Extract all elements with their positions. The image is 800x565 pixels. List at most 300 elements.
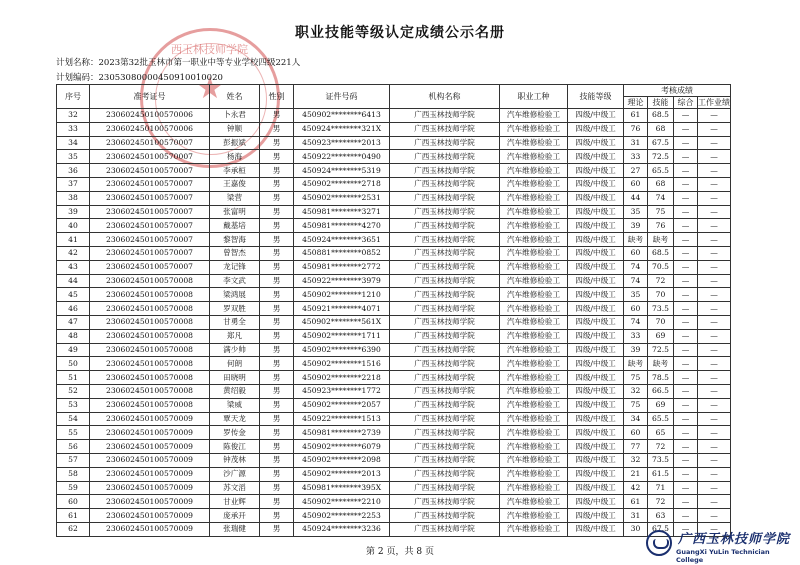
cell-trade: 汽车维修检验工: [500, 426, 568, 440]
cell-trade: 汽车维修检验工: [500, 205, 568, 219]
header-overall: 综合: [674, 97, 698, 109]
cell-skill: 66.5: [648, 384, 674, 398]
cell-skill: 67.5: [648, 136, 674, 150]
cell-trade: 汽车维修检验工: [500, 302, 568, 316]
table-row: [57, 274, 731, 288]
cell-work: —: [698, 371, 731, 385]
header-level: 技能等级: [568, 85, 624, 109]
cell-ticket: 230602450100570008: [90, 288, 210, 302]
cell-gender: 男: [260, 329, 294, 343]
cell-seq: 39: [57, 205, 90, 219]
cell-id: 450902********2531: [294, 191, 390, 205]
cell-gender: 男: [260, 315, 294, 329]
cell-ticket: 230602450100570008: [90, 302, 210, 316]
cell-overall: —: [674, 302, 698, 316]
cell-id: 450902********2098: [294, 453, 390, 467]
cell-trade: 汽车维修检验工: [500, 329, 568, 343]
header-work: 工作业绩: [698, 97, 730, 107]
table-row: [57, 343, 731, 357]
cell-work: —: [698, 246, 731, 260]
table-row: [57, 495, 731, 509]
cell-skill: 78.5: [648, 371, 674, 385]
cell-id: 450924********3651: [294, 233, 390, 247]
cell-level: 四级/中级工: [568, 509, 624, 523]
cell-level: 四级/中级工: [568, 274, 624, 288]
cell-name: 钟茂林: [210, 453, 260, 467]
cell-ticket: 230602450100570007: [90, 246, 210, 260]
cell-overall: —: [674, 453, 698, 467]
cell-skill: 72: [648, 495, 674, 509]
cell-name: 罗传金: [210, 426, 260, 440]
cell-skill: 61.5: [648, 467, 674, 481]
cell-org: 广西玉林技师学院: [390, 453, 500, 467]
cell-level: 四级/中级工: [568, 495, 624, 509]
cell-ticket: 230602450100570007: [90, 150, 210, 164]
cell-gender: 男: [260, 426, 294, 440]
cell-name: 彭振斌: [210, 136, 260, 150]
cell-gender: 男: [260, 412, 294, 426]
cell-theory: 30: [624, 522, 648, 536]
cell-trade: 汽车维修检验工: [500, 219, 568, 233]
cell-name: 郑凡: [210, 329, 260, 343]
cell-name: 黄绍毅: [210, 384, 260, 398]
table-row: [57, 246, 731, 260]
cell-work: —: [698, 164, 731, 178]
plan-name-value: 2023第32批玉林市第一职业中等专业学校四级221人: [98, 58, 301, 68]
cell-theory: 缺考: [624, 357, 648, 371]
cell-trade: 汽车维修检验工: [500, 150, 568, 164]
cell-trade: 汽车维修检验工: [500, 136, 568, 150]
cell-theory: 74: [624, 315, 648, 329]
cell-seq: 59: [57, 481, 90, 495]
cell-org: 广西玉林技师学院: [390, 246, 500, 260]
cell-ticket: 230602450100570009: [90, 453, 210, 467]
cell-ticket: 230602450100570008: [90, 398, 210, 412]
cell-org: 广西玉林技师学院: [390, 274, 500, 288]
cell-org: 广西玉林技师学院: [390, 177, 500, 191]
cell-gender: 男: [260, 288, 294, 302]
cell-org: 广西玉林技师学院: [390, 440, 500, 454]
cell-overall: —: [674, 122, 698, 136]
cell-work: —: [698, 136, 731, 150]
cell-overall: —: [674, 412, 698, 426]
cell-work: —: [698, 398, 731, 412]
table-row: [57, 426, 731, 440]
cell-level: 四级/中级工: [568, 219, 624, 233]
cell-overall: —: [674, 357, 698, 371]
cell-theory: 75: [624, 398, 648, 412]
cell-org: 广西玉林技师学院: [390, 302, 500, 316]
cell-org: 广西玉林技师学院: [390, 205, 500, 219]
cell-level: 四级/中级工: [568, 481, 624, 495]
cell-skill: 75: [648, 205, 674, 219]
cell-theory: 35: [624, 288, 648, 302]
cell-ticket: 230602450100570009: [90, 495, 210, 509]
cell-org: 广西玉林技师学院: [390, 150, 500, 164]
cell-name: 田晓明: [210, 371, 260, 385]
cell-name: 龙记锋: [210, 260, 260, 274]
table-row: [57, 522, 731, 536]
header-name: 姓名: [210, 85, 260, 109]
cell-trade: 汽车维修检验工: [500, 164, 568, 178]
cell-theory: 33: [624, 329, 648, 343]
cell-overall: —: [674, 467, 698, 481]
cell-seq: 55: [57, 426, 90, 440]
cell-id: 450922********0490: [294, 150, 390, 164]
cell-theory: 60: [624, 302, 648, 316]
cell-trade: 汽车维修检验工: [500, 495, 568, 509]
cell-name: 庞承开: [210, 509, 260, 523]
cell-skill: 73.5: [648, 453, 674, 467]
cell-id: 450922********3979: [294, 274, 390, 288]
cell-level: 四级/中级工: [568, 177, 624, 191]
cell-org: 广西玉林技师学院: [390, 495, 500, 509]
cell-org: 广西玉林技师学院: [390, 260, 500, 274]
cell-gender: 男: [260, 177, 294, 191]
cell-trade: 汽车维修检验工: [500, 371, 568, 385]
cell-id: 450902********6390: [294, 343, 390, 357]
cell-skill: 68: [648, 177, 674, 191]
cell-seq: 48: [57, 329, 90, 343]
cell-work: —: [698, 302, 731, 316]
cell-name: 梁威: [210, 398, 260, 412]
cell-level: 四级/中级工: [568, 467, 624, 481]
cell-gender: 男: [260, 219, 294, 233]
table-row: [57, 467, 731, 481]
cell-name: 张富明: [210, 205, 260, 219]
cell-ticket: 230602450100570007: [90, 136, 210, 150]
cell-id: 450981********3271: [294, 205, 390, 219]
cell-skill: 72: [648, 440, 674, 454]
cell-org: 广西玉林技师学院: [390, 426, 500, 440]
cell-gender: 男: [260, 164, 294, 178]
cell-overall: —: [674, 191, 698, 205]
cell-org: 广西玉林技师学院: [390, 315, 500, 329]
plan-code-value: 23053080000450910010020: [98, 73, 223, 83]
cell-skill: 72.5: [648, 343, 674, 357]
cell-ticket: 230602450100570009: [90, 467, 210, 481]
cell-gender: 男: [260, 122, 294, 136]
cell-work: —: [698, 384, 731, 398]
cell-level: 四级/中级工: [568, 343, 624, 357]
cell-theory: 74: [624, 274, 648, 288]
cell-ticket: 230602450100570009: [90, 412, 210, 426]
cell-id: 450981********4270: [294, 219, 390, 233]
cell-seq: 43: [57, 260, 90, 274]
cell-ticket: 230602450100570008: [90, 357, 210, 371]
cell-overall: —: [674, 205, 698, 219]
seal-star-icon: ★: [196, 71, 224, 106]
cell-trade: 汽车维修检验工: [500, 109, 568, 123]
cell-id: 450924********3236: [294, 522, 390, 536]
cell-skill: 缺考: [648, 357, 674, 371]
plan-code: [56, 71, 223, 83]
cell-gender: 男: [260, 384, 294, 398]
cell-skill: 65.5: [648, 412, 674, 426]
cell-trade: 汽车维修检验工: [500, 191, 568, 205]
cell-org: 广西玉林技师学院: [390, 509, 500, 523]
cell-work: —: [698, 343, 731, 357]
cell-org: 广西玉林技师学院: [390, 288, 500, 302]
cell-ticket: 230602450100570008: [90, 315, 210, 329]
cell-overall: —: [674, 509, 698, 523]
cell-seq: 61: [57, 509, 90, 523]
cell-id: 450924********321X: [294, 122, 390, 136]
cell-name: 覃天龙: [210, 412, 260, 426]
cell-theory: 31: [624, 136, 648, 150]
cell-org: 广西玉林技师学院: [390, 122, 500, 136]
cell-work: —: [698, 412, 731, 426]
cell-id: 450902********1210: [294, 288, 390, 302]
table-row: [57, 440, 731, 454]
cell-gender: 男: [260, 233, 294, 247]
cell-level: 四级/中级工: [568, 329, 624, 343]
cell-theory: 32: [624, 453, 648, 467]
cell-trade: 汽车维修检验工: [500, 343, 568, 357]
cell-seq: 52: [57, 384, 90, 398]
cell-work: —: [698, 150, 731, 164]
cell-seq: 45: [57, 288, 90, 302]
cell-theory: 74: [624, 260, 648, 274]
cell-org: 广西玉林技师学院: [390, 233, 500, 247]
cell-work: —: [698, 219, 731, 233]
header-id: 证件号码: [294, 85, 390, 109]
cell-theory: 61: [624, 495, 648, 509]
cell-name: 王嘉俊: [210, 177, 260, 191]
cell-work: —: [698, 109, 731, 123]
cell-name: 张瑞健: [210, 522, 260, 536]
cell-level: 四级/中级工: [568, 150, 624, 164]
header-skill: 技能: [648, 97, 674, 109]
cell-gender: 男: [260, 205, 294, 219]
cell-work: —: [698, 177, 731, 191]
cell-level: 四级/中级工: [568, 357, 624, 371]
cell-seq: 62: [57, 522, 90, 536]
cell-org: 广西玉林技师学院: [390, 398, 500, 412]
cell-seq: 36: [57, 164, 90, 178]
cell-id: 450902********2013: [294, 467, 390, 481]
cell-skill: 68.5: [648, 246, 674, 260]
cell-theory: 61: [624, 109, 648, 123]
cell-seq: 37: [57, 177, 90, 191]
table-row: [57, 371, 731, 385]
cell-skill: 70: [648, 288, 674, 302]
logo-english-name: GuangXi YuLin Technician College: [676, 548, 770, 564]
cell-ticket: 230602450100570009: [90, 481, 210, 495]
cell-work: —: [698, 315, 731, 329]
cell-level: 四级/中级工: [568, 315, 624, 329]
cell-name: 罗双胜: [210, 302, 260, 316]
cell-seq: 60: [57, 495, 90, 509]
cell-overall: —: [674, 136, 698, 150]
header-theory: 理论: [624, 97, 648, 109]
cell-org: 广西玉林技师学院: [390, 522, 500, 536]
cell-seq: 32: [57, 109, 90, 123]
cell-overall: —: [674, 260, 698, 274]
cell-level: 四级/中级工: [568, 246, 624, 260]
table-row: [57, 136, 731, 150]
cell-work: —: [698, 191, 731, 205]
cell-skill: 缺考: [648, 233, 674, 247]
cell-theory: 33: [624, 150, 648, 164]
cell-ticket: 230602450100570007: [90, 191, 210, 205]
header-seq: 序号: [57, 85, 90, 109]
cell-gender: 男: [260, 150, 294, 164]
cell-work: —: [698, 509, 731, 523]
cell-skill: 74: [648, 191, 674, 205]
header-gender: 性别: [260, 85, 294, 109]
table-row: [57, 288, 731, 302]
cell-level: 四级/中级工: [568, 522, 624, 536]
cell-seq: 41: [57, 233, 90, 247]
header-org: 机构名称: [390, 85, 500, 109]
cell-overall: —: [674, 164, 698, 178]
cell-overall: —: [674, 371, 698, 385]
cell-trade: 汽车维修检验工: [500, 315, 568, 329]
cell-trade: 汽车维修检验工: [500, 440, 568, 454]
cell-name: 李文武: [210, 274, 260, 288]
cell-overall: —: [674, 495, 698, 509]
cell-theory: 60: [624, 426, 648, 440]
cell-ticket: 230602450100570007: [90, 164, 210, 178]
cell-ticket: 230602450100570009: [90, 509, 210, 523]
cell-work: —: [698, 233, 731, 247]
cell-overall: —: [674, 219, 698, 233]
cell-seq: 47: [57, 315, 90, 329]
cell-seq: 38: [57, 191, 90, 205]
cell-overall: —: [674, 329, 698, 343]
header-scores: 考核成绩: [624, 85, 731, 97]
cell-level: 四级/中级工: [568, 440, 624, 454]
cell-org: 广西玉林技师学院: [390, 343, 500, 357]
cell-overall: —: [674, 109, 698, 123]
cell-level: 四级/中级工: [568, 205, 624, 219]
cell-ticket: 230602450100570006: [90, 122, 210, 136]
cell-level: 四级/中级工: [568, 109, 624, 123]
cell-ticket: 230602450100570007: [90, 260, 210, 274]
cell-id: 450981********395X: [294, 481, 390, 495]
table-row: [57, 150, 731, 164]
cell-trade: 汽车维修检验工: [500, 481, 568, 495]
cell-gender: 男: [260, 246, 294, 260]
cell-trade: 汽车维修检验工: [500, 260, 568, 274]
cell-seq: 54: [57, 412, 90, 426]
cell-ticket: 230602450100570008: [90, 329, 210, 343]
cell-skill: 68: [648, 122, 674, 136]
cell-org: 广西玉林技师学院: [390, 109, 500, 123]
cell-ticket: 230602450100570009: [90, 522, 210, 536]
table-row: [57, 384, 731, 398]
cell-level: 四级/中级工: [568, 136, 624, 150]
cell-name: 戴基培: [210, 219, 260, 233]
cell-skill: 65.5: [648, 164, 674, 178]
cell-trade: 汽车维修检验工: [500, 357, 568, 371]
cell-ticket: 230602450100570008: [90, 274, 210, 288]
cell-theory: 39: [624, 343, 648, 357]
cell-skill: 67.5: [648, 522, 674, 536]
cell-org: 广西玉林技师学院: [390, 412, 500, 426]
cell-gender: 男: [260, 440, 294, 454]
cell-id: 450981********2772: [294, 260, 390, 274]
cell-ticket: 230602450100570008: [90, 343, 210, 357]
cell-ticket: 230602450100570009: [90, 426, 210, 440]
table-row: [57, 481, 731, 495]
cell-name: 曾智杰: [210, 246, 260, 260]
seal-text: 西玉林技师学院: [171, 43, 248, 56]
cell-name: 沙广源: [210, 467, 260, 481]
cell-skill: 71: [648, 481, 674, 495]
cell-id: 450924********5319: [294, 164, 390, 178]
table-row: [57, 357, 731, 371]
cell-org: 广西玉林技师学院: [390, 481, 500, 495]
cell-work: —: [698, 260, 731, 274]
cell-theory: 44: [624, 191, 648, 205]
cell-skill: 69: [648, 329, 674, 343]
cell-theory: 39: [624, 219, 648, 233]
cell-level: 四级/中级工: [568, 453, 624, 467]
plan-name-label: 计划名称：: [56, 58, 99, 68]
cell-seq: 42: [57, 246, 90, 260]
cell-org: 广西玉林技师学院: [390, 384, 500, 398]
cell-gender: 男: [260, 136, 294, 150]
cell-name: 李承桓: [210, 164, 260, 178]
cell-theory: 27: [624, 164, 648, 178]
cell-id: 450902********561X: [294, 315, 390, 329]
cell-overall: —: [674, 150, 698, 164]
cell-trade: 汽车维修检验工: [500, 274, 568, 288]
cell-org: 广西玉林技师学院: [390, 164, 500, 178]
cell-id: 450902********2210: [294, 495, 390, 509]
cell-work: —: [698, 453, 731, 467]
cell-level: 四级/中级工: [568, 233, 624, 247]
cell-skill: 65: [648, 426, 674, 440]
table-row: [57, 260, 731, 274]
cell-seq: 34: [57, 136, 90, 150]
cell-overall: —: [674, 233, 698, 247]
cell-org: 广西玉林技师学院: [390, 136, 500, 150]
cell-skill: 63: [648, 509, 674, 523]
cell-theory: 76: [624, 122, 648, 136]
cell-theory: 35: [624, 205, 648, 219]
cell-id: 450902********1516: [294, 357, 390, 371]
cell-name: 梁营: [210, 191, 260, 205]
table-row: [57, 164, 731, 178]
cell-theory: 34: [624, 412, 648, 426]
table-row: [57, 398, 731, 412]
cell-seq: 56: [57, 440, 90, 454]
cell-id: 450902********2057: [294, 398, 390, 412]
cell-trade: 汽车维修检验工: [500, 246, 568, 260]
cell-theory: 60: [624, 177, 648, 191]
header-trade: 职业工种: [500, 85, 568, 109]
table-row: [57, 315, 731, 329]
table-row: [57, 122, 731, 136]
table-row: [57, 219, 731, 233]
plan-code-label: 计划编码：: [56, 73, 99, 83]
cell-id: 450902********6413: [294, 109, 390, 123]
cell-skill: 69: [648, 398, 674, 412]
cell-id: 450902********2218: [294, 371, 390, 385]
cell-ticket: 230602450100570007: [90, 219, 210, 233]
page-title: 职业技能等级认定成绩公示名册: [295, 25, 505, 41]
cell-overall: —: [674, 343, 698, 357]
cell-overall: —: [674, 288, 698, 302]
cell-id: 450902********1711: [294, 329, 390, 343]
results-table: [56, 84, 731, 537]
cell-trade: 汽车维修检验工: [500, 398, 568, 412]
cell-gender: 男: [260, 109, 294, 123]
cell-level: 四级/中级工: [568, 191, 624, 205]
